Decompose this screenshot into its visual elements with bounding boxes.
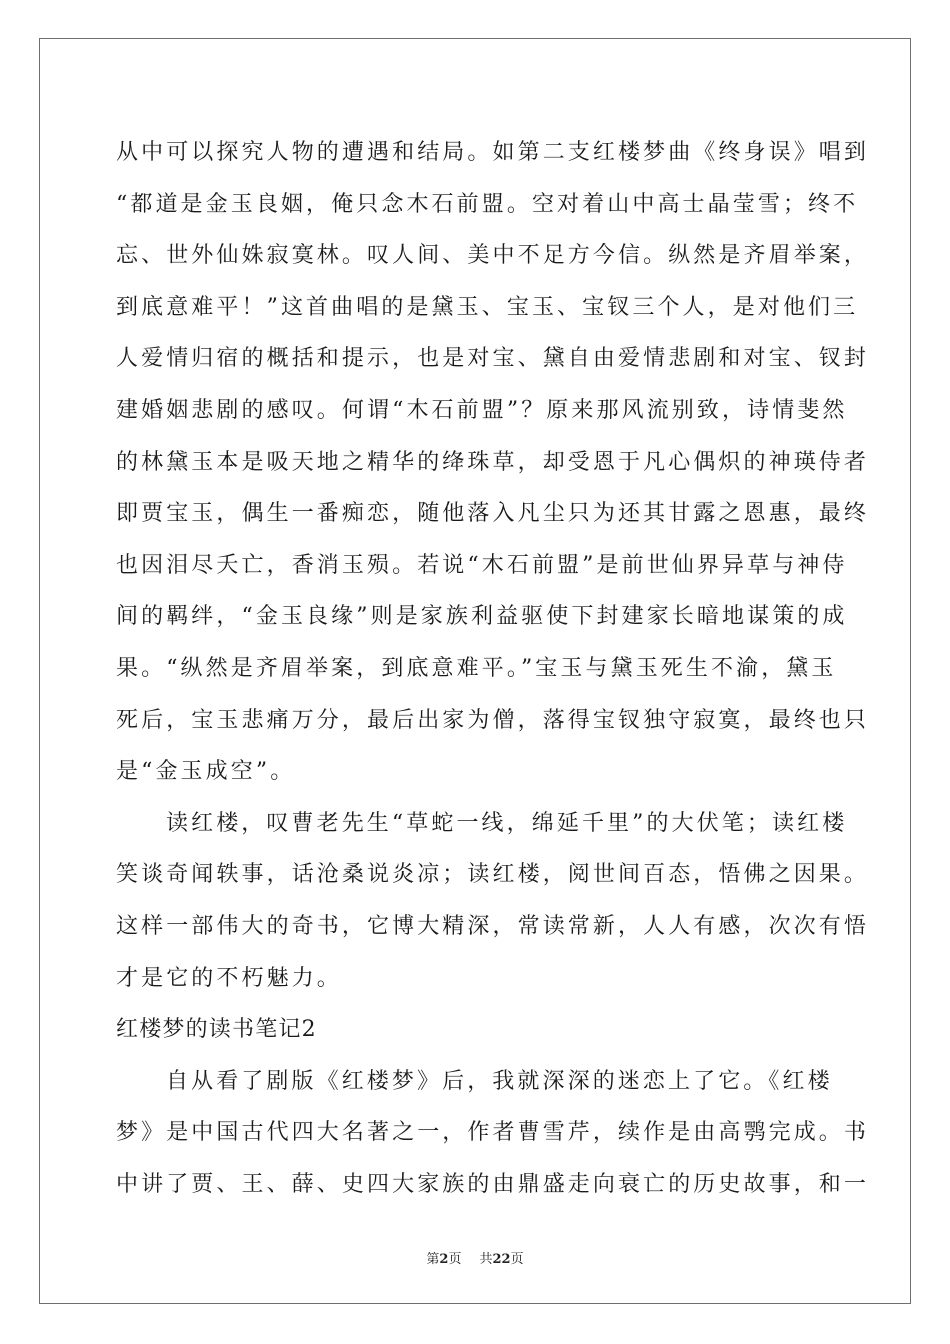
page-prefix: 第 [426, 1252, 440, 1267]
text-line: 间的羁绊，“金玉良缘”则是家族利益驱使下封建家长暗地谋策的成 [116, 604, 848, 630]
text-line: 人爱情归宿的概括和提示，也是对宝、黛自由爱情悲剧和对宝、钗封 [116, 346, 870, 372]
text-line: 梦》是中国古代四大名著之一，作者曹雪芹，续作是由高鹗完成。书 [116, 1120, 870, 1146]
text-line: 的林黛玉本是吸天地之精华的绛珠草，却受恩于凡心偶炽的神瑛侍者 [116, 449, 870, 475]
text-line: 忘、世外仙姝寂寞林。叹人间、美中不足方今信。纵然是齐眉举案， [116, 243, 870, 269]
text-line: “都道是金玉良姻，俺只念木石前盟。空对着山中高士晶莹雪；终不 [116, 191, 859, 217]
paragraph-first-line: 自从看了剧版《红楼梦》后，我就深深的迷恋上了它。《红楼 [166, 1068, 833, 1094]
text-line: 到底意难平！”这首曲唱的是黛玉、宝玉、宝钗三个人，是对他们三 [116, 294, 859, 320]
total-prefix: 共 [479, 1252, 493, 1267]
section-heading: 红楼梦的读书笔记2 [116, 1017, 317, 1043]
text-line: 死后，宝玉悲痛万分，最后出家为僧，落得宝钗独守寂寞，最终也只 [116, 707, 870, 733]
text-line: 笑谈奇闻轶事，话沧桑说炎凉；读红楼，阅世间百态，悟佛之因果。 [116, 862, 870, 888]
current-page-number: 2 [439, 1252, 449, 1267]
text-line: 建婚姻悲剧的感叹。何谓“木石前盟”？原来那风流别致，诗情斐然 [116, 397, 848, 423]
text-line: 即贾宝玉，偶生一番痴恋，随他落入凡尘只为还其甘露之恩惠，最终 [116, 501, 870, 527]
text-line: 这样一部伟大的奇书，它博大精深，常读常新，人人有感，次次有悟 [116, 913, 870, 939]
text-line: 中讲了贾、王、薛、史四大家族的由鼎盛走向衰亡的历史故事，和一 [116, 1171, 870, 1197]
text-line: 果。“纵然是齐眉举案，到底意难平。”宝玉与黛玉死生不渝，黛玉 [116, 655, 837, 681]
paragraph-first-line: 读红楼，叹曹老先生“草蛇一线，绵延千里”的大伏笔；读红楼 [166, 810, 848, 836]
text-line: 从中可以探究人物的遭遇和结局。如第二支红楼梦曲《终身误》唱到 [116, 140, 870, 165]
text-line: 也因泪尽夭亡，香消玉殒。若说“木石前盟”是前世仙界异草与神侍 [116, 552, 848, 578]
document-body [116, 127, 870, 1210]
text-line: 才是它的不朽魅力。 [116, 965, 342, 991]
page-suffix: 页 [448, 1252, 462, 1267]
total-suffix: 页 [510, 1252, 524, 1267]
total-pages-number: 22 [492, 1252, 511, 1267]
page-footer [0, 1248, 950, 1267]
text-line: 是“金玉成空”。 [116, 759, 296, 785]
